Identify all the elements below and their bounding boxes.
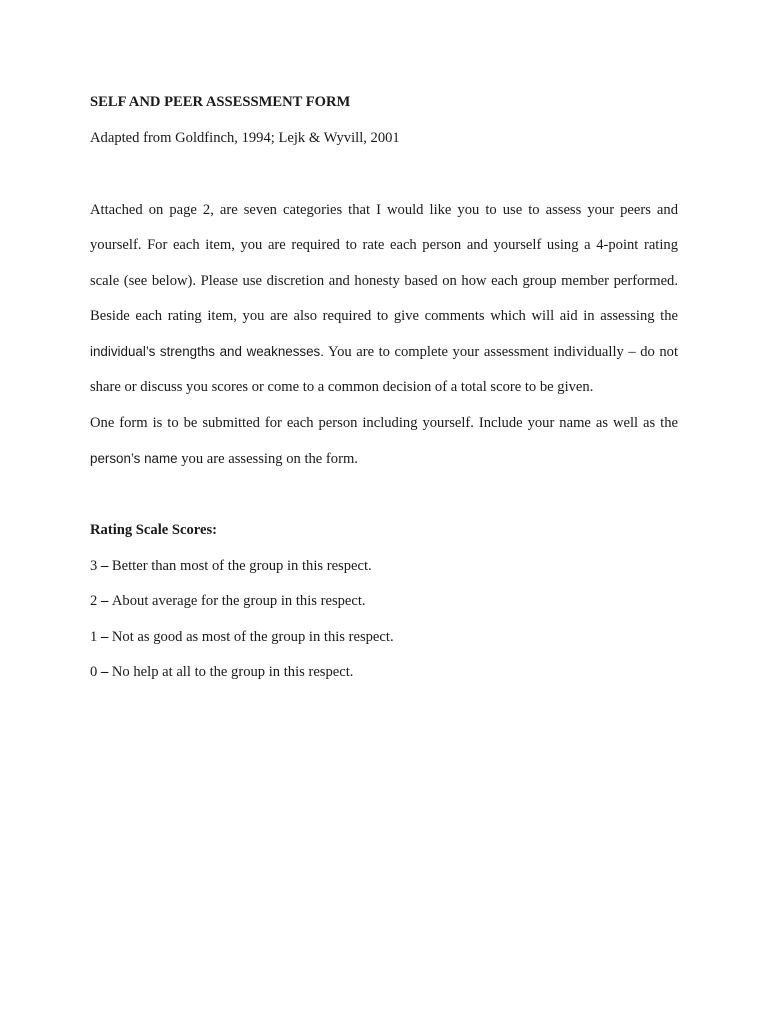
intro-line-2: yourself. For each item, you are required to rate each person and yourself using a 4-point rating	[90, 237, 678, 253]
rating-description: No help at all to the group in this respect.	[111, 664, 354, 680]
rating-score: 2	[90, 593, 98, 609]
intro-line-5-sans-run: individual’s strengths and weaknesses.	[90, 344, 324, 359]
rating-item	[90, 557, 372, 575]
intro-line-5-rest: You are to complete your assessment individually – do not	[323, 344, 678, 360]
document-title: SELF AND PEER ASSESSMENT FORM	[90, 94, 351, 110]
rating-dash: –	[97, 593, 112, 609]
rating-item	[90, 628, 394, 646]
rating-scale-heading: Rating Scale Scores:	[90, 522, 218, 538]
rating-score: 1	[90, 629, 98, 645]
rating-description: Not as good as most of the group in this respect.	[111, 629, 394, 645]
rating-item	[90, 592, 366, 610]
rating-score: 3	[90, 558, 98, 574]
rating-description: About average for the group in this respect.	[111, 593, 366, 609]
rating-description: Better than most of the group in this respect.	[111, 558, 372, 574]
submission-line-1: One form is to be submitted for each person including yourself. Include your name as well as the	[90, 415, 678, 431]
submission-line-2	[90, 450, 358, 468]
submission-line-2-sans-run: person’s name	[90, 451, 178, 466]
rating-dash: –	[97, 664, 112, 680]
intro-line-3: scale (see below). Please use discretion and honesty based on how each group member performed.	[90, 273, 678, 289]
source-citation: Adapted from Goldfinch, 1994; Lejk & Wyvill, 2001	[90, 130, 400, 146]
rating-dash: –	[97, 629, 112, 645]
intro-line-5	[90, 343, 678, 361]
submission-line-2-rest: you are assessing on the form.	[177, 451, 358, 467]
rating-item	[90, 663, 353, 681]
intro-line-6: share or discuss you scores or come to a common decision of a total score to be given.	[90, 379, 594, 395]
intro-line-4: Beside each rating item, you are also required to give comments which will aid in assessing the	[90, 308, 678, 324]
rating-score: 0	[90, 664, 98, 680]
rating-dash: –	[97, 558, 112, 574]
intro-line-1: Attached on page 2, are seven categories that I would like you to use to assess your peers and	[90, 202, 678, 218]
